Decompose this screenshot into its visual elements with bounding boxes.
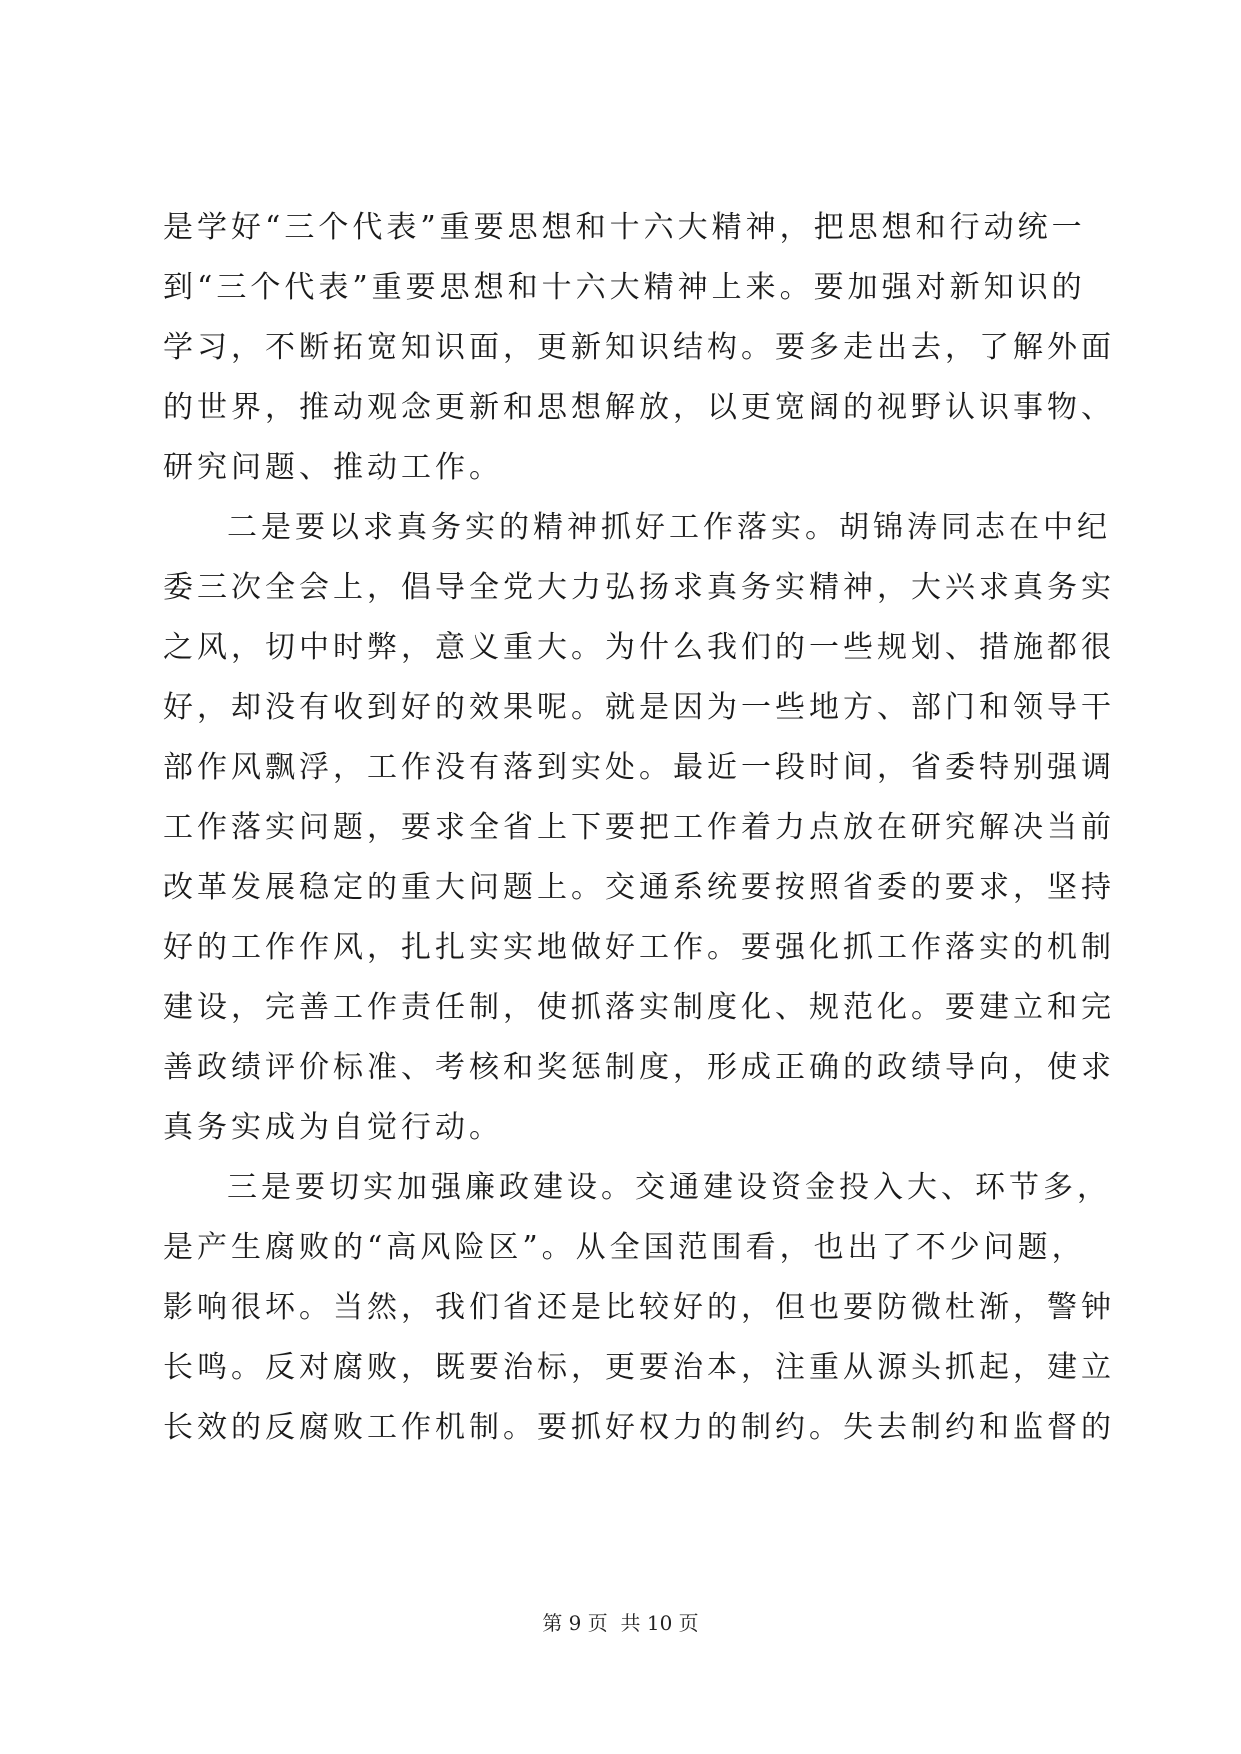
text-line: 部作风飘浮，工作没有落到实处。最近一段时间，省委特别强调 bbox=[163, 750, 1115, 785]
page-number-footer: 第 9 页 共 10 页 bbox=[542, 1611, 699, 1635]
text-line: 是产生腐败的“高风险区”。从全国范围看，也出了不少问题， bbox=[163, 1230, 1086, 1265]
text-line: 学习，不断拓宽知识面，更新知识结构。要多走出去，了解外面 bbox=[163, 330, 1115, 365]
text-line: 到“三个代表”重要思想和十六大精神上来。要加强对新知识的 bbox=[163, 270, 1086, 305]
text-line: 影响很坏。当然，我们省还是比较好的，但也要防微杜渐，警钟 bbox=[163, 1290, 1115, 1325]
text-line: 改革发展稳定的重大问题上。交通系统要按照省委的要求，坚持 bbox=[163, 870, 1115, 905]
paragraph-first-line: 三是要切实加强廉政建设。交通建设资金投入大、环节多， bbox=[227, 1170, 1111, 1205]
text-line: 好的工作作风，扎扎实实地做好工作。要强化抓工作落实的机制 bbox=[163, 930, 1115, 965]
text-line: 研究问题、推动工作。 bbox=[163, 450, 503, 485]
text-line: 长鸣。反对腐败，既要治标，更要治本，注重从源头抓起，建立 bbox=[163, 1350, 1115, 1385]
text-line: 的世界，推动观念更新和思想解放，以更宽阔的视野认识事物、 bbox=[163, 390, 1115, 425]
text-line: 工作落实问题，要求全省上下要把工作着力点放在研究解决当前 bbox=[163, 810, 1115, 845]
text-line: 建设，完善工作责任制，使抓落实制度化、规范化。要建立和完 bbox=[163, 990, 1115, 1025]
text-line: 好，却没有收到好的效果呢。就是因为一些地方、部门和领导干 bbox=[163, 690, 1115, 725]
text-line: 长效的反腐败工作机制。要抓好权力的制约。失去制约和监督的 bbox=[163, 1410, 1115, 1445]
text-line: 真务实成为自觉行动。 bbox=[163, 1110, 503, 1145]
text-line: 善政绩评价标准、考核和奖惩制度，形成正确的政绩导向，使求 bbox=[163, 1050, 1115, 1085]
paragraph-first-line: 二是要以求真务实的精神抓好工作落实。胡锦涛同志在中纪 bbox=[227, 510, 1111, 545]
text-line: 是学好“三个代表”重要思想和十六大精神，把思想和行动统一 bbox=[163, 210, 1086, 245]
text-line: 委三次全会上，倡导全党大力弘扬求真务实精神，大兴求真务实 bbox=[163, 570, 1115, 605]
text-line: 之风，切中时弊，意义重大。为什么我们的一些规划、措施都很 bbox=[163, 630, 1115, 665]
